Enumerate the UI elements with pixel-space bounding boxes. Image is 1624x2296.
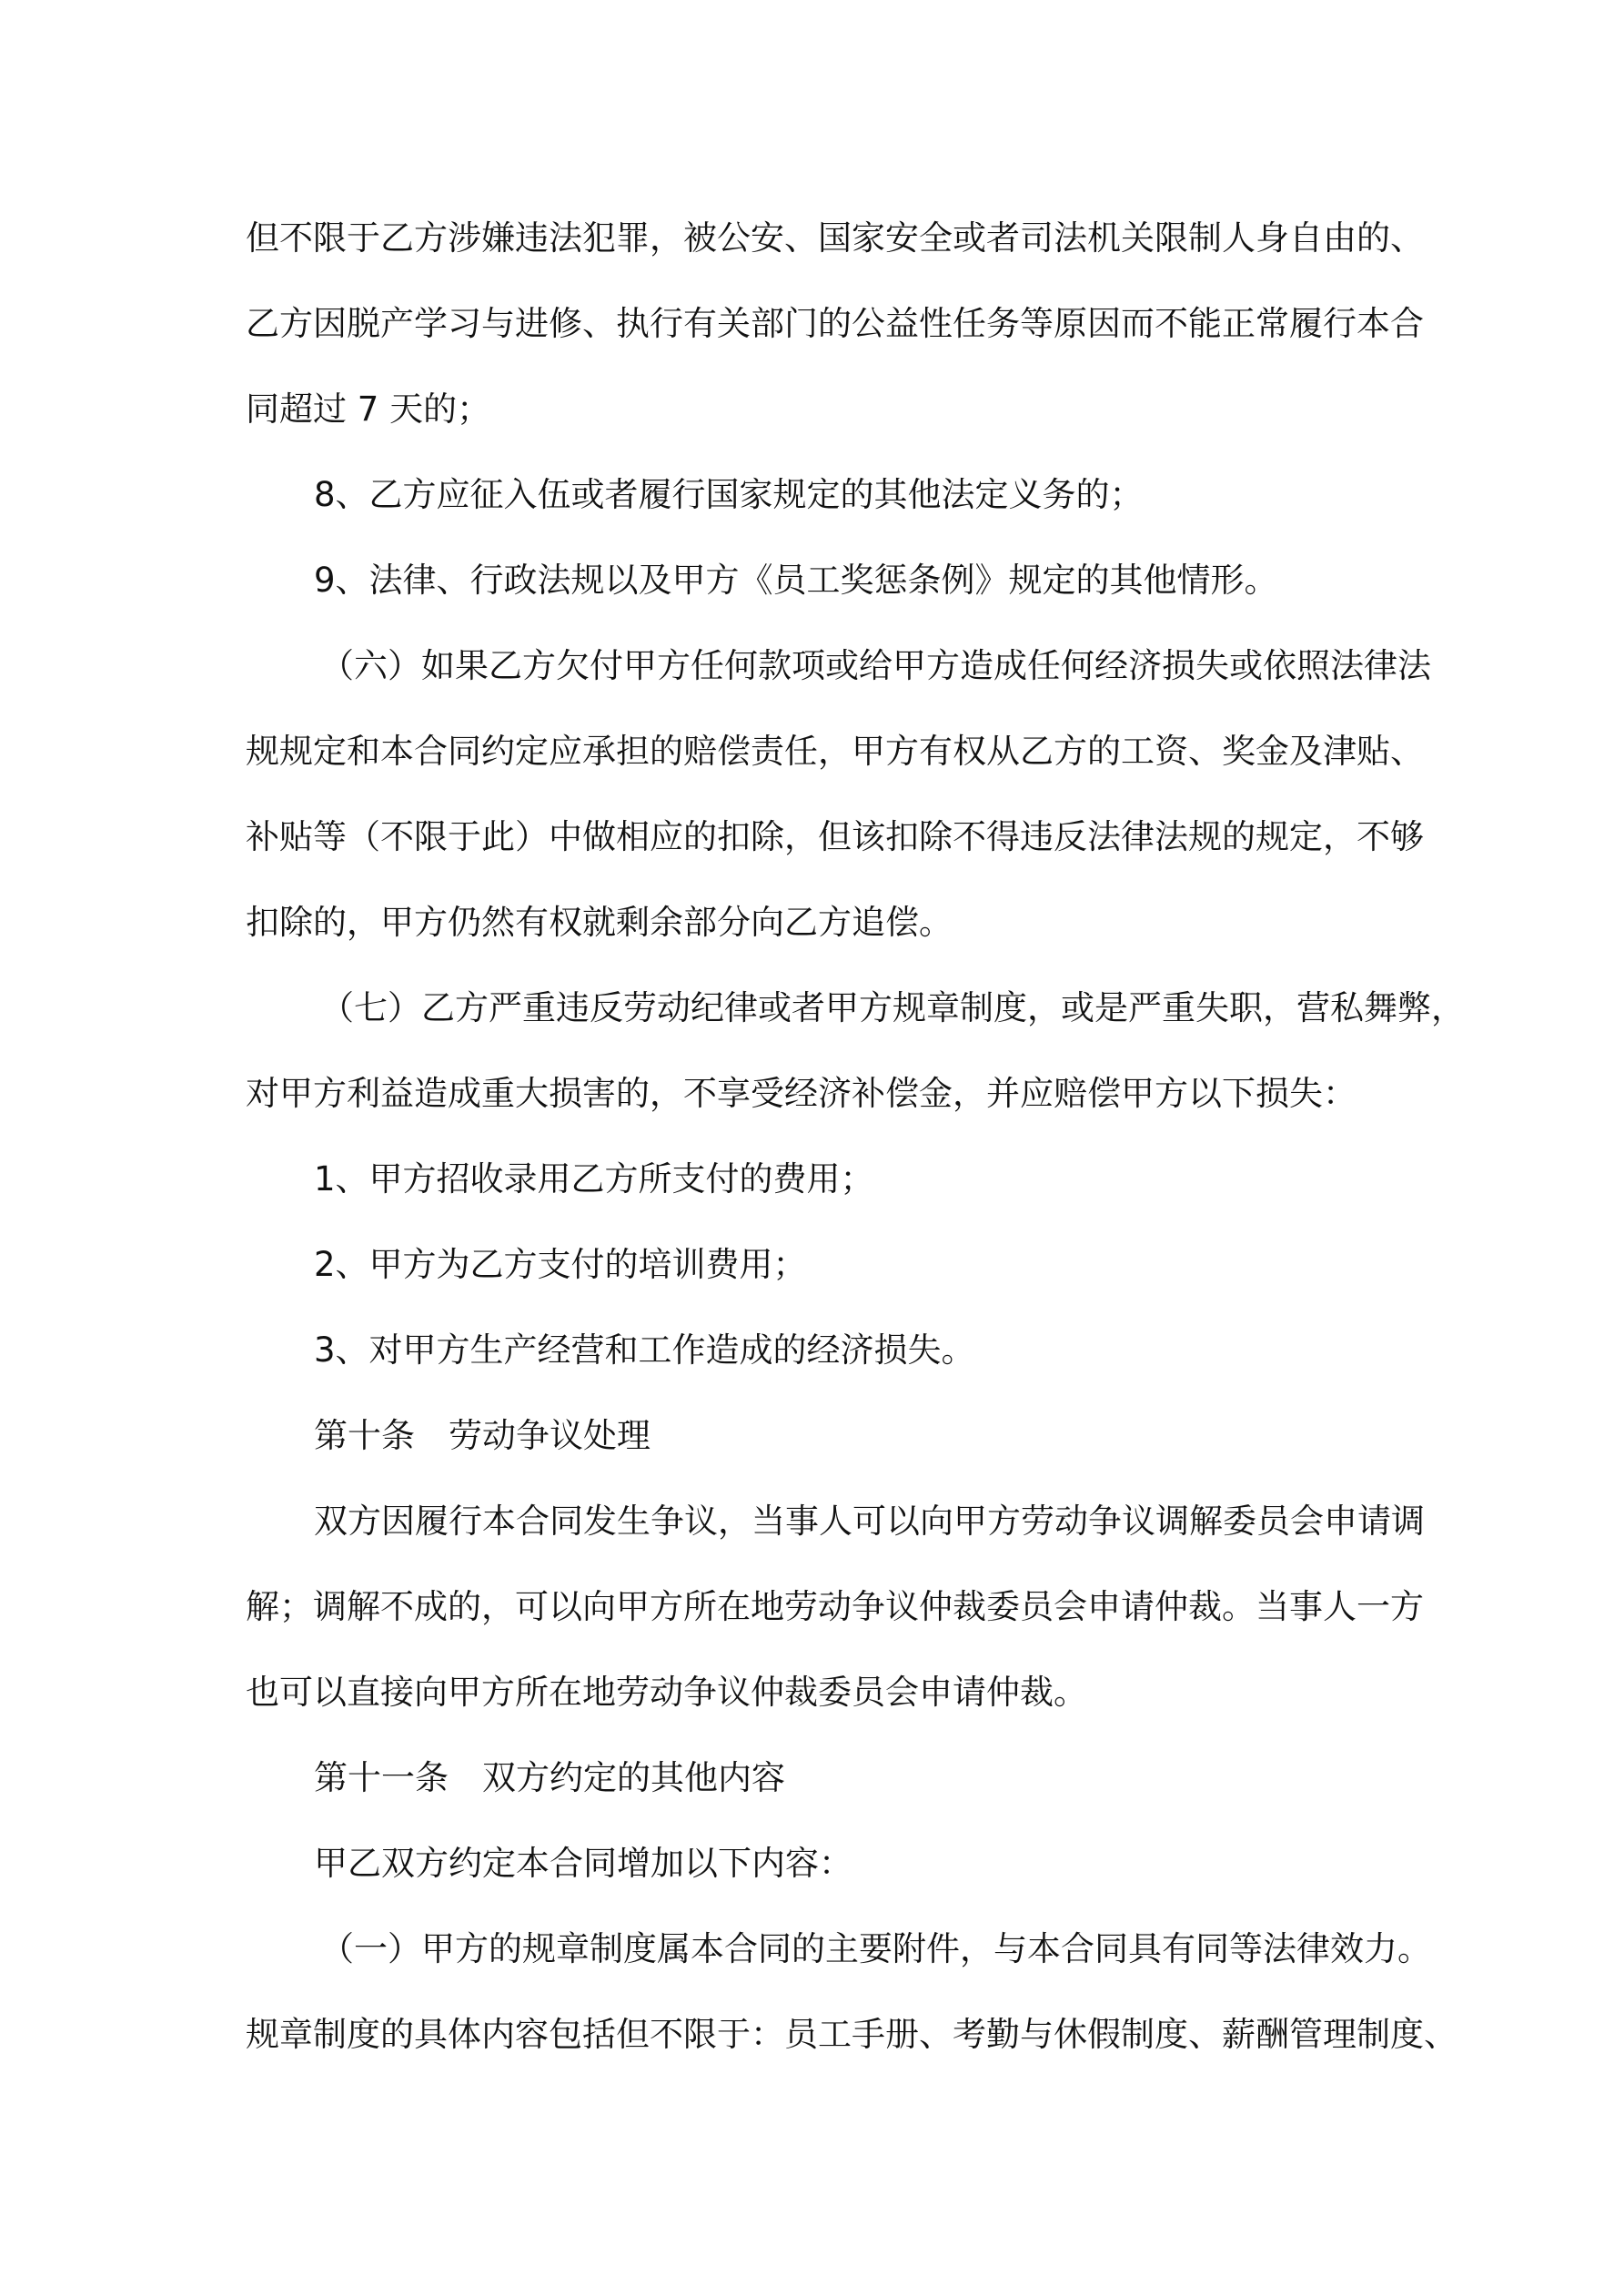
paragraph-line: 补贴等（不限于此）中做相应的扣除，但该扣除不得违反法律法规的规定，不够 [246,817,1424,856]
paragraph-line: 扣除的，甲方仍然有权就剩余部分向乙方追偿。 [246,903,953,942]
paragraph-line: 双方因履行本合同发生争议，当事人可以向甲方劳动争议调解委员会申请调 [314,1502,1425,1541]
paragraph-line: 规章制度的具体内容包括但不限于：员工手册、考勤与休假制度、薪酬管理制度、 [246,2015,1458,2054]
section-heading: 第十一条 双方约定的其他内容 [314,1758,785,1797]
list-item: 1、甲方招收录用乙方所支付的费用； [314,1159,874,1199]
list-item: 2、甲方为乙方支付的培训费用； [314,1245,807,1284]
paragraph-line: （一）甲方的规章制度属本合同的主要附件，与本合同具有同等法律效力。 [320,1929,1431,1968]
section-heading: 第十条 劳动争议处理 [314,1416,651,1455]
paragraph-line: （六）如果乙方欠付甲方任何款项或给甲方造成任何经济损失或依照法律法 [320,646,1431,685]
paragraph-line: 甲乙双方约定本合同增加以下内容： [314,1844,852,1883]
paragraph-line: 规规定和本合同约定应承担的赔偿责任，甲方有权从乙方的工资、奖金及津贴、 [246,732,1424,771]
list-item: 3、对甲方生产经营和工作造成的经济损失。 [314,1330,975,1370]
paragraph-line: （七）乙方严重违反劳动纪律或者甲方规章制度，或是严重失职，营私舞弊， [320,988,1465,1027]
paragraph-line: 同超过 7 天的； [246,389,491,429]
paragraph-line: 对甲方利益造成重大损害的，不享受经济补偿金，并应赔偿甲方以下损失： [246,1074,1357,1113]
paragraph-line: 乙方因脱产学习与进修、执行有关部门的公益性任务等原因而不能正常履行本合 [246,304,1424,343]
paragraph-line: 解；调解不成的，可以向甲方所在地劳动争议仲裁委员会申请仲裁。当事人一方 [246,1587,1424,1626]
paragraph-line: 也可以直接向甲方所在地劳动争议仲裁委员会申请仲裁。 [246,1673,1087,1712]
list-item: 8、乙方应征入伍或者履行国家规定的其他法定义务的； [314,475,1144,514]
list-item: 9、法律、行政法规以及甲方《员工奖惩条例》规定的其他情形。 [314,561,1278,600]
paragraph-line: 但不限于乙方涉嫌违法犯罪，被公安、国家安全或者司法机关限制人身自由的、 [246,218,1424,258]
